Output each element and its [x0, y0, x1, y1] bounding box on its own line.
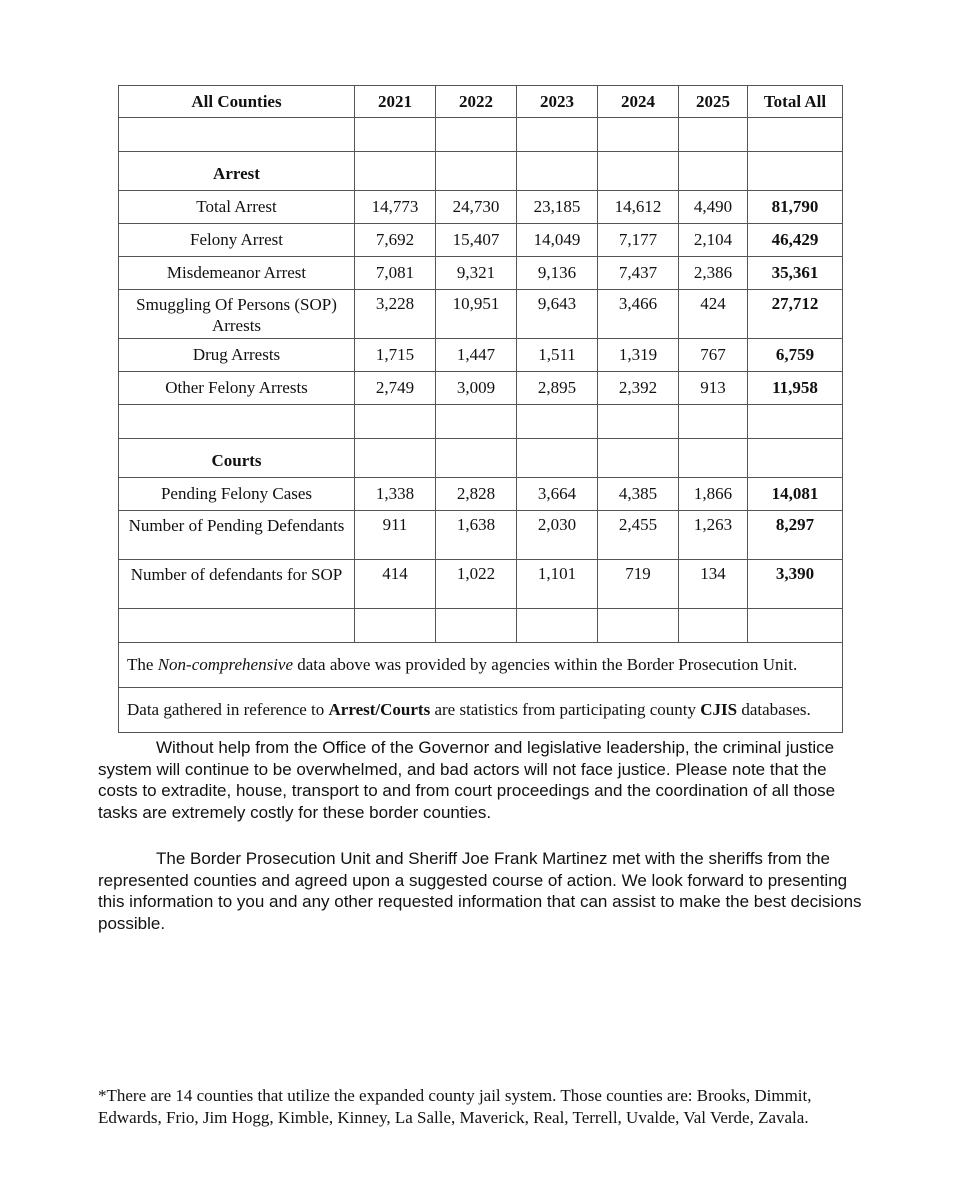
cell-value-2021: 414 [355, 560, 436, 609]
cell-value-2022: 3,009 [436, 372, 517, 405]
spacer-row [119, 405, 843, 439]
cell-value-2025: 767 [679, 339, 748, 372]
note-data-source: Data gathered in reference to Arrest/Courts are statistics from participating county CJIS databases. [119, 688, 843, 733]
cell-value-2025: 4,490 [679, 191, 748, 224]
cell-value-2021: 2,749 [355, 372, 436, 405]
cell-value-2024: 14,612 [598, 191, 679, 224]
cell-value-2022: 2,828 [436, 478, 517, 511]
paragraph-course-of-action: The Border Prosecution Unit and Sheriff Joe Frank Martinez met with the sheriffs from the represented counties and agreed upon a suggested course of action. We look forward to presenting this information to you and any other requested information that can assist to make the best decisions possible. [98, 849, 862, 933]
cell-value-2023: 1,101 [517, 560, 598, 609]
header-year-2025: 2025 [679, 86, 748, 118]
cell-value-2022: 1,447 [436, 339, 517, 372]
cell-value-2021: 3,228 [355, 290, 436, 339]
table-header-row [119, 86, 843, 118]
cell-value-2021: 7,081 [355, 257, 436, 290]
row-label: Number of defendants for SOP [119, 560, 355, 609]
cell-value-2022: 9,321 [436, 257, 517, 290]
cell-value-2025: 134 [679, 560, 748, 609]
cell-value-2024: 719 [598, 560, 679, 609]
cell-value-2025: 913 [679, 372, 748, 405]
table-row [119, 290, 843, 339]
table-row [119, 560, 843, 609]
header-all-counties: All Counties [119, 86, 355, 118]
cell-value-2023: 3,664 [517, 478, 598, 511]
cell-total: 27,712 [748, 290, 843, 339]
table-row [119, 224, 843, 257]
cell-value-2024: 2,392 [598, 372, 679, 405]
cell-value-2024: 2,455 [598, 511, 679, 560]
header-year-2022: 2022 [436, 86, 517, 118]
table-row [119, 372, 843, 405]
cell-value-2022: 10,951 [436, 290, 517, 339]
spacer-row [119, 118, 843, 152]
table-row [119, 257, 843, 290]
cell-total: 46,429 [748, 224, 843, 257]
cell-value-2024: 7,437 [598, 257, 679, 290]
cell-value-2022: 1,638 [436, 511, 517, 560]
cell-value-2025: 424 [679, 290, 748, 339]
cell-value-2023: 2,895 [517, 372, 598, 405]
table-row [119, 339, 843, 372]
arrest-section-heading: Arrest [119, 152, 355, 191]
row-label: Total Arrest [119, 191, 355, 224]
county-statistics-table [118, 85, 843, 733]
row-label: Drug Arrests [119, 339, 355, 372]
cell-value-2024: 4,385 [598, 478, 679, 511]
header-year-2024: 2024 [598, 86, 679, 118]
cell-total: 3,390 [748, 560, 843, 609]
cell-value-2023: 14,049 [517, 224, 598, 257]
cell-value-2024: 3,466 [598, 290, 679, 339]
cell-value-2021: 1,338 [355, 478, 436, 511]
cell-value-2021: 1,715 [355, 339, 436, 372]
cell-value-2023: 9,136 [517, 257, 598, 290]
note-non-comprehensive: The Non-comprehensive data above was provided by agencies within the Border Prosecution Unit. [119, 643, 843, 688]
cell-value-2025: 2,104 [679, 224, 748, 257]
note-row-data-source [119, 688, 843, 733]
cell-total: 35,361 [748, 257, 843, 290]
cell-total: 8,297 [748, 511, 843, 560]
cell-value-2021: 14,773 [355, 191, 436, 224]
row-label: Smuggling Of Persons (SOP) Arrests [119, 290, 355, 339]
cell-total: 6,759 [748, 339, 843, 372]
row-label: Other Felony Arrests [119, 372, 355, 405]
cell-value-2021: 7,692 [355, 224, 436, 257]
cell-total: 81,790 [748, 191, 843, 224]
header-year-2021: 2021 [355, 86, 436, 118]
cell-value-2022: 1,022 [436, 560, 517, 609]
arrest-section-row [119, 152, 843, 191]
cell-value-2022: 24,730 [436, 191, 517, 224]
row-label: Misdemeanor Arrest [119, 257, 355, 290]
cell-value-2024: 7,177 [598, 224, 679, 257]
paragraph-governor-help: Without help from the Office of the Governor and legislative leadership, the criminal justice system will continue to be overwhelmed, and bad actors will not face justice. Please note that the costs to extradite, house, transport to and from court proceedings and the coordination of all those tasks are extremely costly for these border counties. [98, 738, 836, 822]
row-label: Felony Arrest [119, 224, 355, 257]
cell-value-2021: 911 [355, 511, 436, 560]
spacer-row [119, 609, 843, 643]
courts-section-heading: Courts [119, 439, 355, 478]
cell-value-2023: 23,185 [517, 191, 598, 224]
cell-value-2023: 2,030 [517, 511, 598, 560]
courts-section-row [119, 439, 843, 478]
table-row [119, 191, 843, 224]
row-label: Number of Pending Defendants [119, 511, 355, 560]
cell-value-2023: 1,511 [517, 339, 598, 372]
cell-value-2023: 9,643 [517, 290, 598, 339]
table-row [119, 478, 843, 511]
header-total-all: Total All [748, 86, 843, 118]
cell-value-2025: 1,866 [679, 478, 748, 511]
cell-value-2025: 2,386 [679, 257, 748, 290]
footnote-counties: *There are 14 counties that utilize the expanded county jail system. Those counties are: Brooks, Dimmit, Edwards, Frio, Jim Hogg, Kimble, Kinney, La Salle, Maverick, Real, Terrell, Uvalde, Val Verde, Zavala. [98, 1086, 812, 1127]
cell-value-2025: 1,263 [679, 511, 748, 560]
cell-value-2022: 15,407 [436, 224, 517, 257]
cell-total: 11,958 [748, 372, 843, 405]
table-row [119, 511, 843, 560]
row-label: Pending Felony Cases [119, 478, 355, 511]
note-row-non-comprehensive [119, 643, 843, 688]
cell-total: 14,081 [748, 478, 843, 511]
cell-value-2024: 1,319 [598, 339, 679, 372]
header-year-2023: 2023 [517, 86, 598, 118]
